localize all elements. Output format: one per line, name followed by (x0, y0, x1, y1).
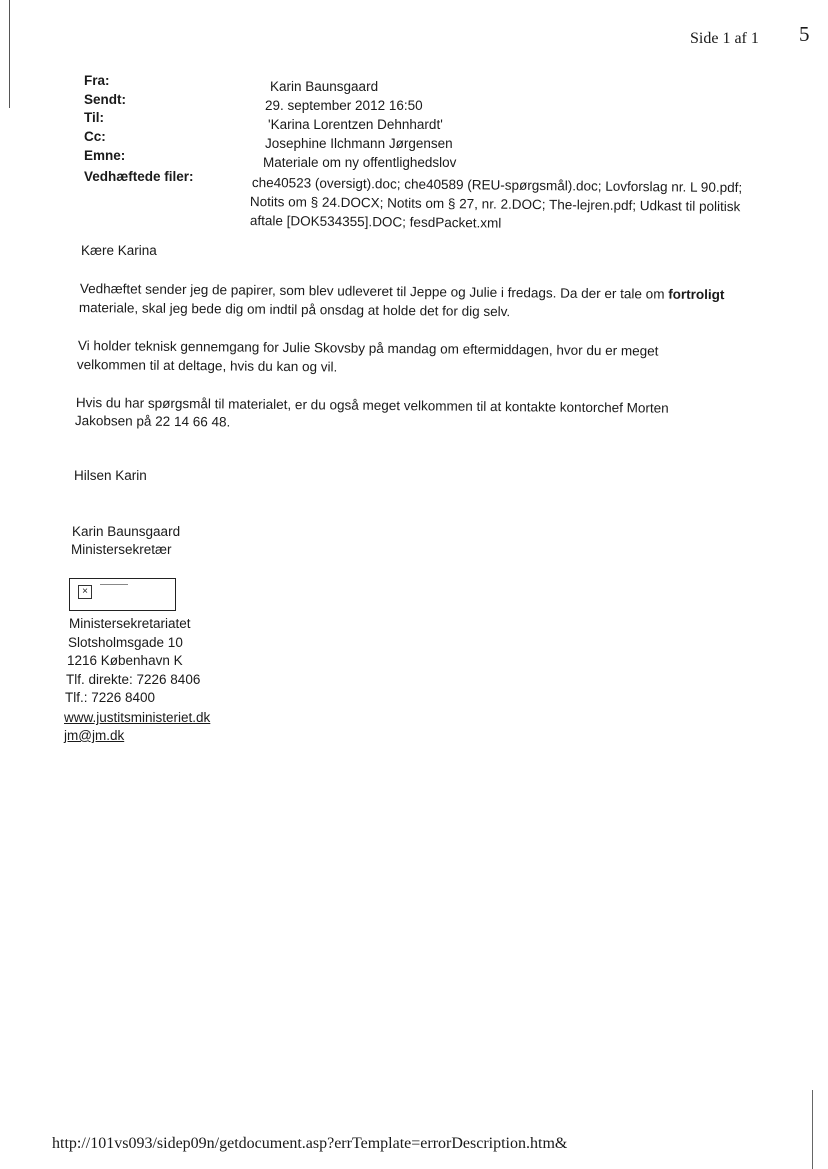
cc-value: Josephine Ilchmann Jørgensen (265, 136, 453, 151)
website-link[interactable]: www.justitsministeriet.dk (64, 710, 211, 725)
email-link[interactable]: jm@jm.dk (64, 728, 125, 743)
paragraph-line: Hvis du har spørgsmål til materialet, er du også meget velkommen til at kontakte kontorchef Morten (75, 394, 669, 416)
signature-logo-placeholder (69, 578, 176, 611)
signature-org: Ministersekretariatet (69, 616, 191, 631)
attachment-line: aftale [DOK534355].DOC; fesdPacket.xml (249, 212, 502, 231)
to-value: 'Karina Lorentzen Dehnhardt' (268, 117, 443, 132)
paragraph-text: Vedhæftet sender jeg de papirer, som blev udleveret til Jeppe og Julie i fredags. Da der er tale om (79, 280, 669, 302)
signature-phone: Tlf.: 7226 8400 (65, 690, 156, 705)
emphasis-text: fortroligt (668, 286, 725, 303)
paragraph-line: velkommen til at deltage, hvis du kan og vil. (76, 356, 338, 375)
sent-value: 29. september 2012 16:50 (265, 98, 423, 113)
broken-image-icon: × (78, 585, 92, 599)
placeholder-line (100, 584, 128, 585)
subject-value: Materiale om ny offentlighedslov (263, 155, 457, 170)
attachment-line: Notits om § 24.DOCX; Notits om § 27, nr. 2.DOC; The-lejren.pdf; Udkast til politisk (249, 193, 741, 215)
paragraph-line: Vi holder teknisk gennemgang for Julie Skovsby på mandag om eftermiddagen, hvor du er meget (77, 337, 659, 359)
footer-url: http://101vs093/sidep09n/getdocument.asp?errTemplate=errorDescription.htm& (52, 1135, 568, 1152)
greeting: Kære Karina (81, 243, 157, 258)
signature-street: Slotsholmsgade 10 (68, 635, 183, 650)
paragraph-line: materiale, skal jeg bede dig om indtil på onsdag at holde det for dig selv. (78, 299, 511, 320)
sent-label: Sendt: (84, 92, 126, 107)
signature-title: Ministersekretær (71, 542, 172, 557)
to-label: Til: (84, 110, 104, 125)
signature-name: Karin Baunsgaard (72, 524, 181, 539)
signature-city: 1216 København K (67, 653, 183, 668)
cc-label: Cc: (84, 129, 106, 144)
from-value: Karin Baunsgaard (270, 79, 379, 94)
scan-edge-line (812, 1090, 813, 1169)
handwritten-page-mark: 5 (799, 22, 810, 46)
signature-phone-direct: Tlf. direkte: 7226 8406 (66, 672, 201, 687)
subject-label: Emne: (84, 148, 126, 163)
attachment-line: che40523 (oversigt).doc; che40589 (REU-spørgsmål).doc; Lovforslag nr. L 90.pdf; (251, 174, 743, 196)
page-number: Side 1 af 1 (690, 30, 759, 47)
paragraph-line: Jakobsen på 22 14 66 48. (74, 412, 231, 430)
scan-edge-line (9, 0, 10, 108)
closing: Hilsen Karin (74, 468, 147, 483)
attachments-label: Vedhæftede filer: (84, 169, 194, 184)
from-label: Fra: (84, 73, 110, 88)
